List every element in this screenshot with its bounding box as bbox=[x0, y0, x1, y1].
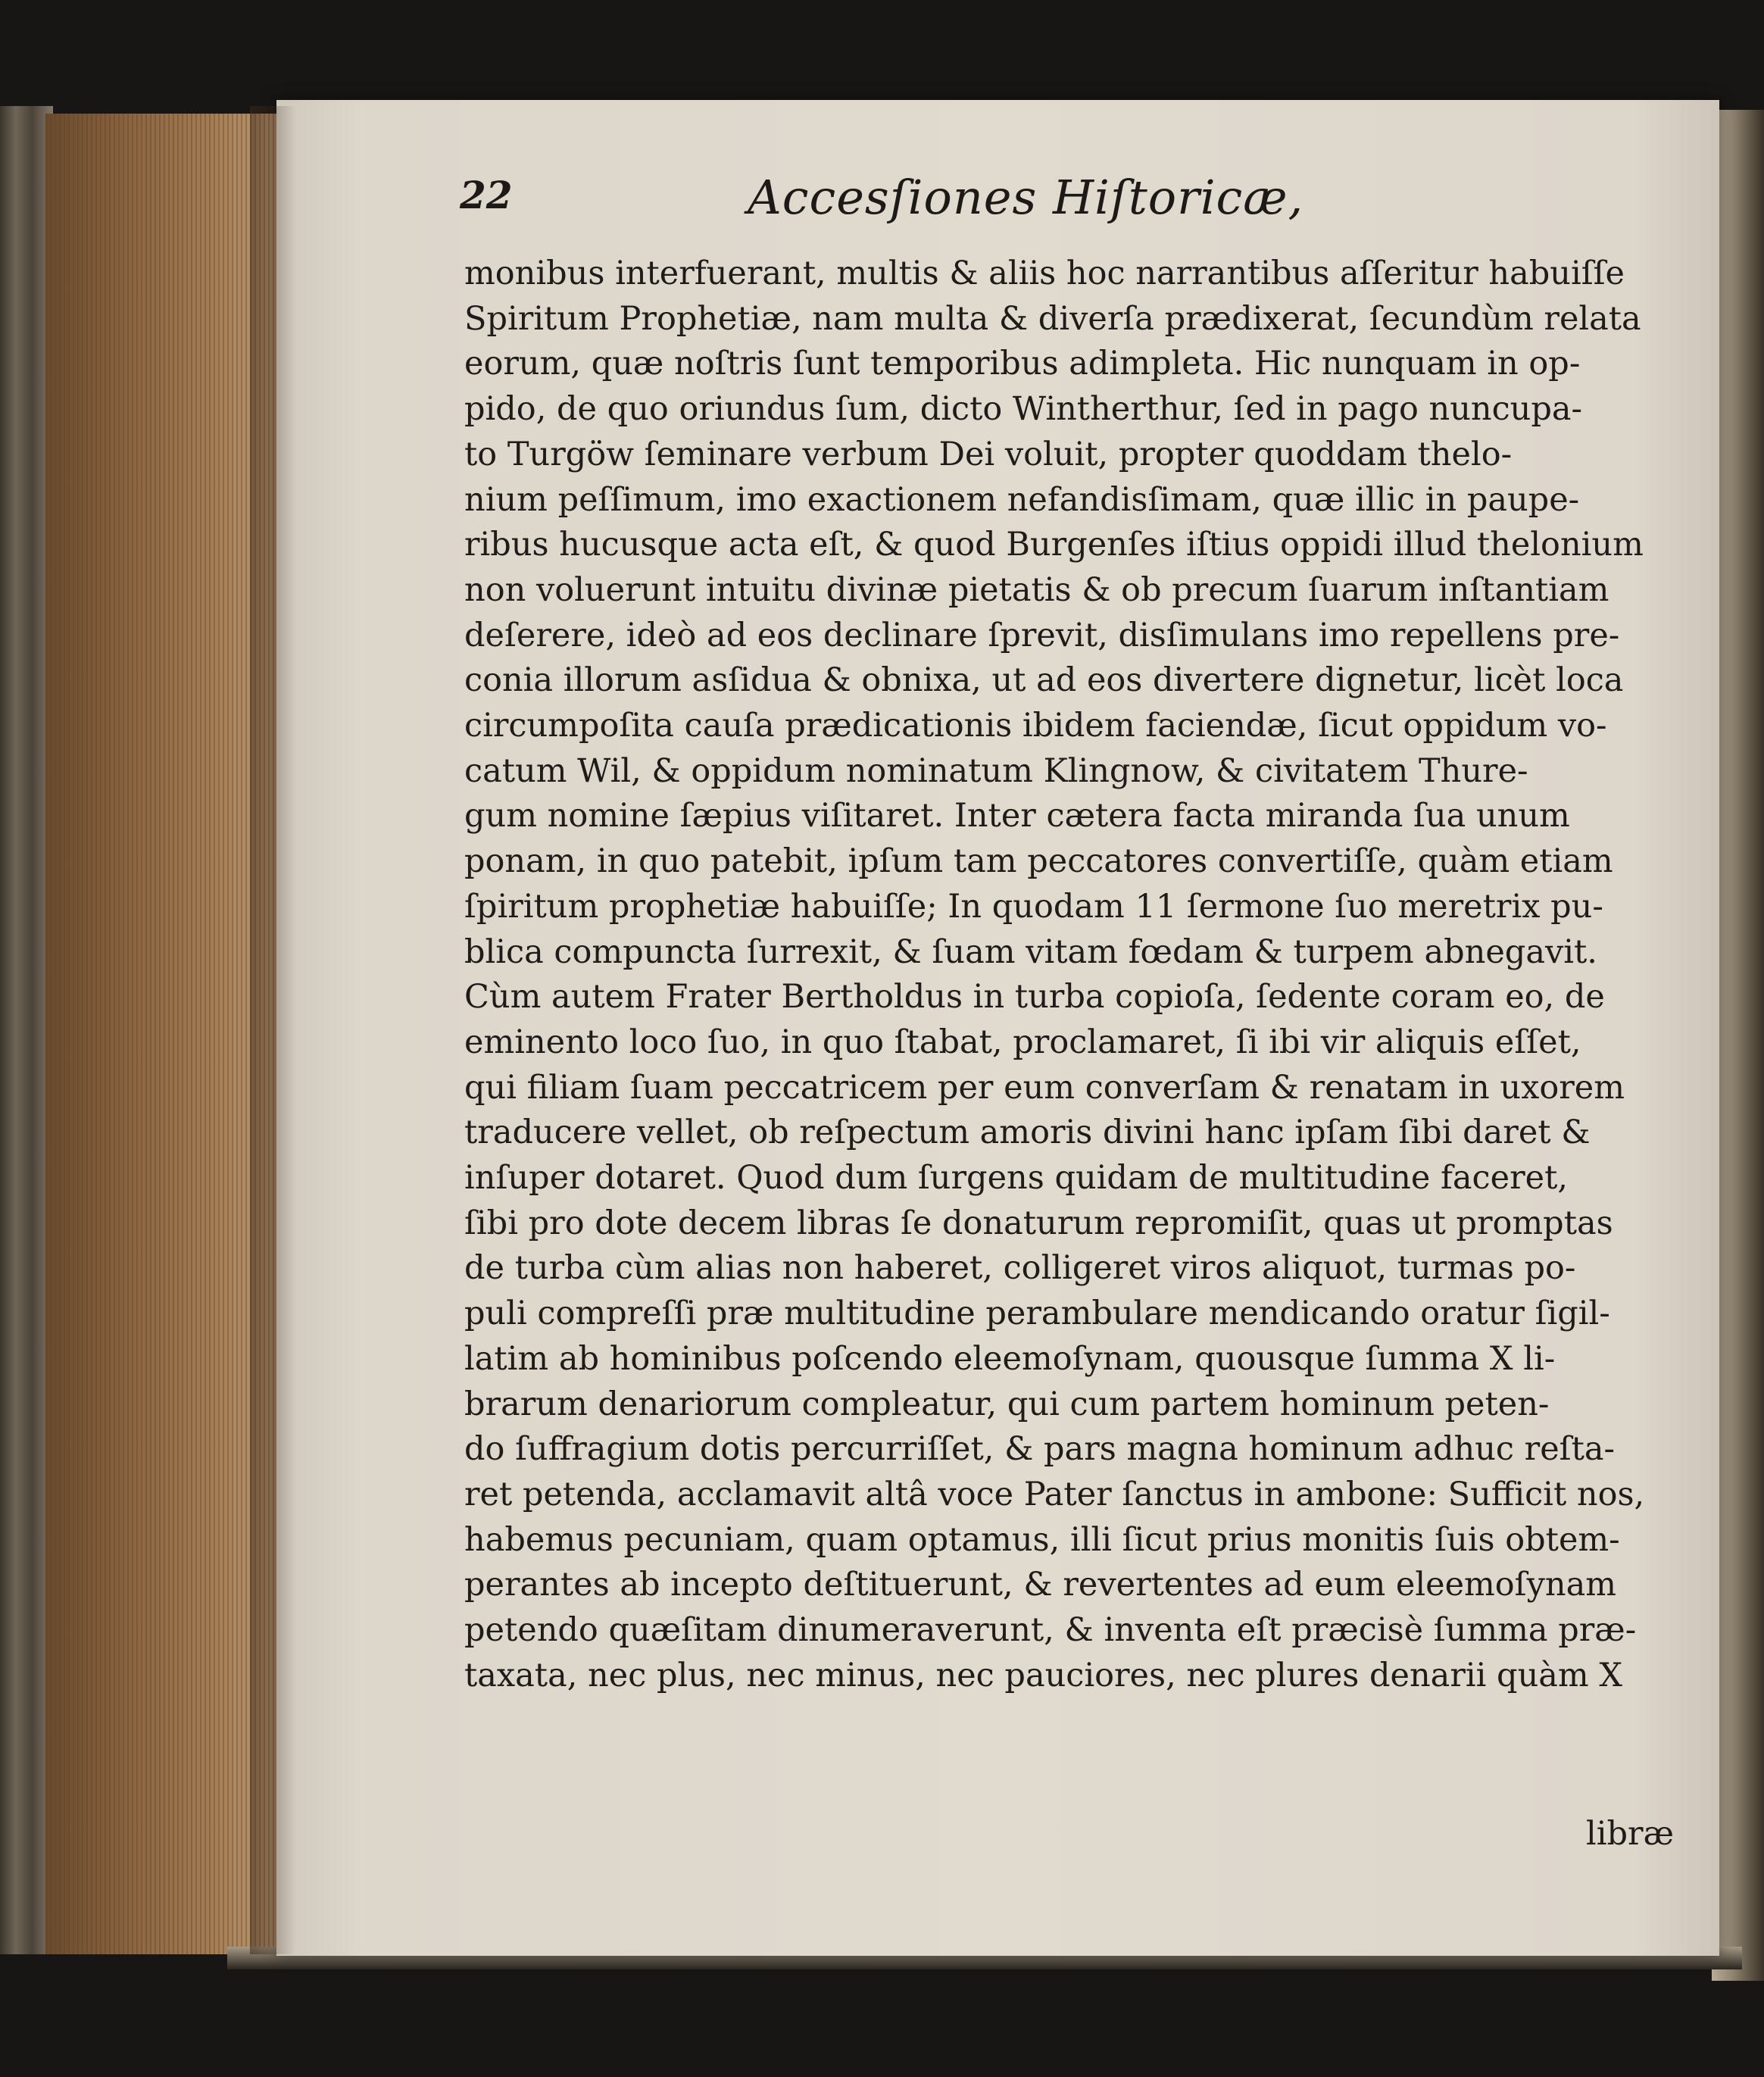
text-line: to Turgöw ſeminare verbum Dei voluit, propter quoddam thelo- bbox=[464, 435, 1513, 473]
body-text bbox=[464, 251, 1764, 1699]
text-line: perantes ab incepto deſtituerunt, & revertentes ad eum eleemoſynam bbox=[464, 1566, 1616, 1604]
text-line: ribus hucusque acta eſt, & quod Burgenſes iſtius oppidi illud thelonium bbox=[464, 526, 1644, 564]
text-line: pido, de quo oriundus ſum, dicto Wintherthur, ſed in pago nuncupa- bbox=[464, 390, 1583, 429]
text-line: inſuper dotaret. Quod dum ſurgens quidam de multitudine faceret, bbox=[464, 1159, 1569, 1198]
text-line: qui filiam ſuam peccatricem per eum converſam & renatam in uxorem bbox=[464, 1068, 1625, 1107]
text-line: monibus interfuerant, multis & aliis hoc narrantibus aſſeritur habuiſſe bbox=[464, 255, 1625, 292]
text-line: brarum denariorum compleatur, qui cum partem hominum peten- bbox=[464, 1385, 1550, 1423]
text-line: traducere vellet, ob reſpectum amoris divini hanc ipſam ſibi daret & bbox=[464, 1113, 1591, 1152]
text-line: de turba cùm alias non haberet, colligeret viros aliquot, turmas po- bbox=[464, 1249, 1576, 1288]
text-line: puli compreſſi præ multitudine perambulare mendicando oratur ſigil- bbox=[464, 1295, 1610, 1333]
running-title: Accesſiones Hiſtoricæ, bbox=[748, 170, 1304, 225]
page-header bbox=[460, 170, 1596, 241]
book-page bbox=[276, 100, 1719, 1956]
text-line: ponam, in quo patebit, ipſum tam peccatores convertiſſe, quàm etiam bbox=[464, 842, 1613, 881]
text-line: gum nomine ſæpius viſitaret. Inter cætera facta miranda ſua unum bbox=[464, 797, 1570, 835]
text-line: blica compuncta ſurrexit, & ſuam vitam fœdam & turpem abnegavit. bbox=[464, 932, 1597, 971]
text-line: habemus pecuniam, quam optamus, illi ſicut prius monitis ſuis obtem- bbox=[464, 1520, 1620, 1559]
text-line: circumpoſita cauſa prædicationis ibidem faciendæ, ſicut oppidum vo- bbox=[464, 707, 1607, 745]
text-line: petendo quæſitam dinumeraverunt, & inventa eſt præcisè ſumma præ- bbox=[464, 1611, 1637, 1650]
text-line: catum Wil, & oppidum nominatum Klingnow, & civitatem Thure- bbox=[464, 751, 1528, 790]
text-line: eorum, quæ noſtris ſunt temporibus adimpleta. Hic nunquam in op- bbox=[464, 345, 1581, 383]
text-line: ſibi pro dote decem libras ſe donaturum repromiſit, quas ut promptas bbox=[464, 1204, 1613, 1242]
text-line: deſerere, ideò ad eos declinare ſprevit, disſimulans imo repellens pre- bbox=[464, 616, 1620, 654]
catchword: libræ bbox=[1585, 1815, 1674, 1853]
page-edges-left bbox=[45, 114, 280, 1954]
text-line: latim ab hominibus poſcendo eleemoſynam, quousque ſumma X li- bbox=[464, 1339, 1556, 1378]
text-line: taxata, nec plus, nec minus, nec pauciores, nec plures denarii quàm X bbox=[464, 1656, 1622, 1694]
text-line: nium peſſimum, imo exactionem nefandisſimam, quæ illic in paupe- bbox=[464, 480, 1580, 519]
text-line: ret petenda, acclamavit altâ voce Pater ſanctus in ambone: Sufficit nos, bbox=[464, 1475, 1645, 1513]
text-line: ſpiritum prophetiæ habuiſſe; In quodam 11 ſermone ſuo meretrix pu- bbox=[464, 887, 1603, 926]
text-line: do ſuffragium dotis percurriſſet, & pars magna hominum adhuc reſta- bbox=[464, 1430, 1616, 1469]
page-number: 22 bbox=[460, 173, 513, 217]
text-line: non voluerunt intuitu divinæ pietatis & ob precum ſuarum inſtantiam bbox=[464, 570, 1609, 609]
text-line: eminento loco ſuo, in quo ſtabat, proclamaret, ſi ibi vir aliquis eſſet, bbox=[464, 1023, 1581, 1061]
text-line: conia illorum asſidua & obnixa, ut ad eos divertere dignetur, licèt loca bbox=[464, 661, 1624, 700]
text-line: Spiritum Prophetiæ, nam multa & diverſa prædixerat, ſecundùm relata bbox=[464, 299, 1641, 338]
gutter-shadow bbox=[250, 106, 295, 1954]
text-line: Cùm autem Frater Bertholdus in turba copioſa, ſedente coram eo, de bbox=[464, 978, 1605, 1017]
